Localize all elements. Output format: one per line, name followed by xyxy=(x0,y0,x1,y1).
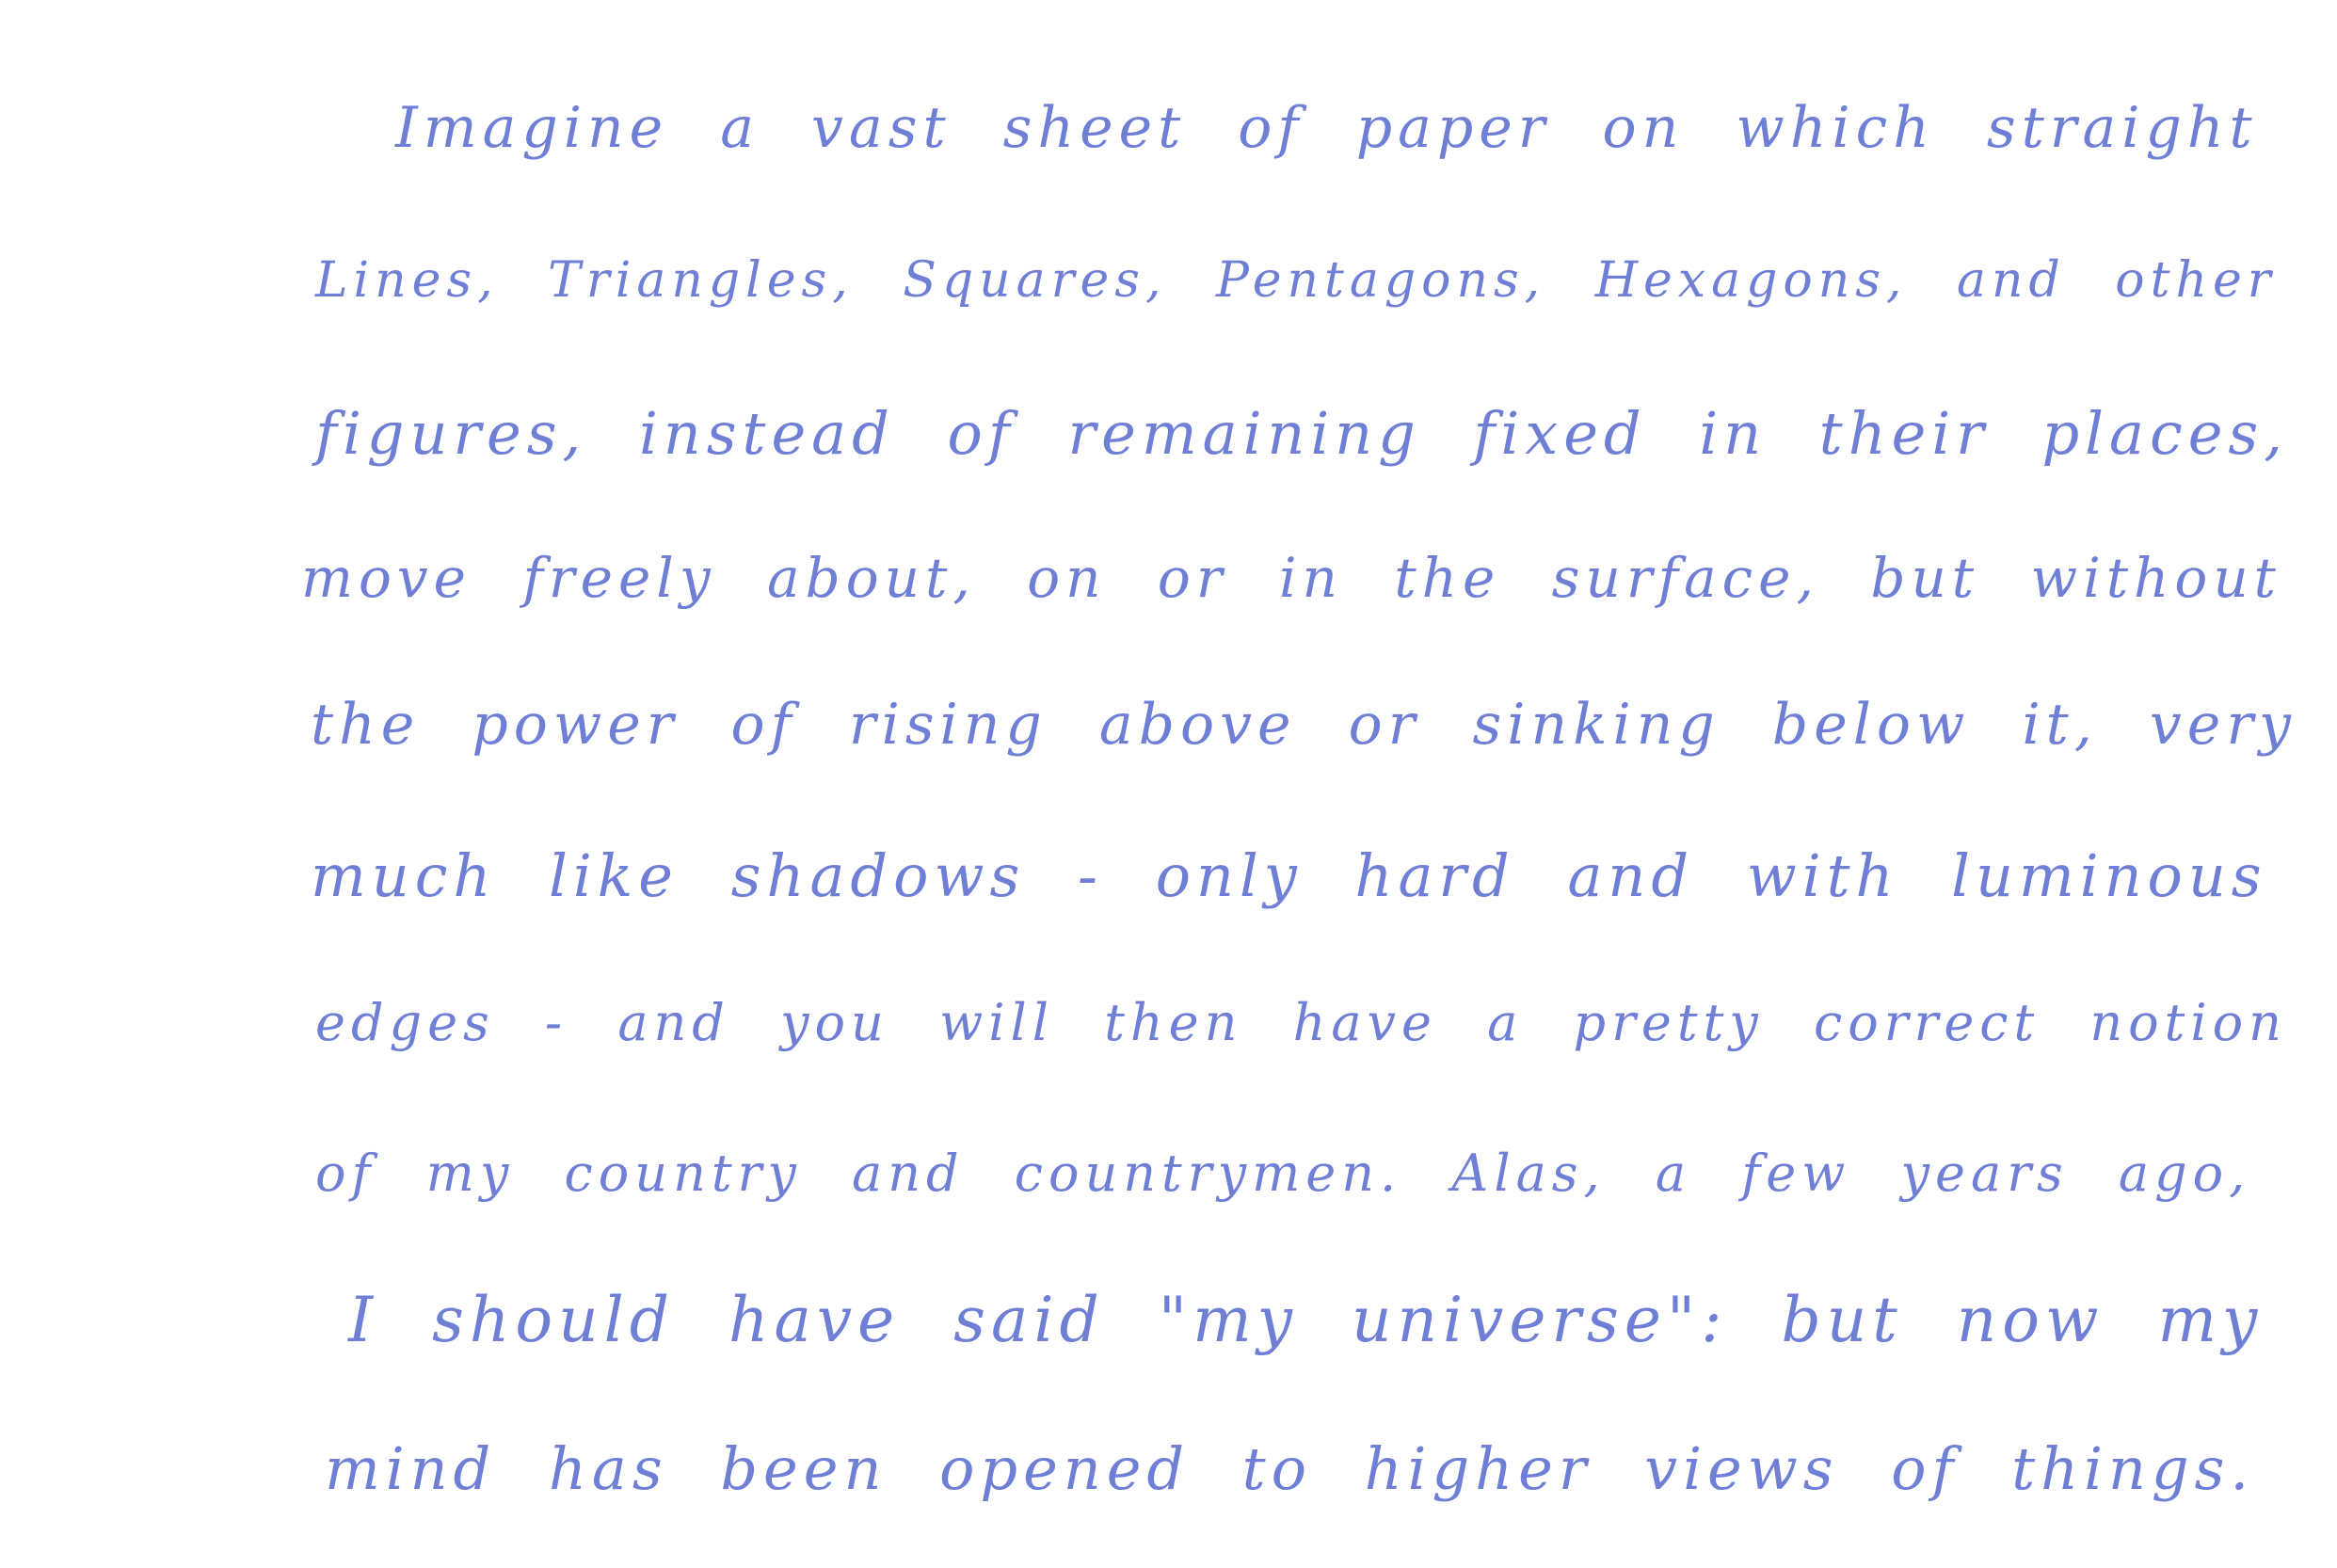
text-line-9: I should have said "my universe": but now my xyxy=(348,1284,2264,1356)
text-line-5: the power of rising above or sinking below it, very xyxy=(311,692,2297,758)
text-line-3: figures, instead of remaining fixed in their places, xyxy=(315,399,2288,468)
text-line-4: move freely about, on or in the surface, but without xyxy=(301,546,2281,610)
text-line-2: Lines, Triangles, Squares, Pentagons, Hexagons, and other xyxy=(315,252,2277,309)
text-line-10: mind has been opened to higher views of things. xyxy=(325,1434,2255,1503)
text-line-6: much like shadows - only hard and with luminous xyxy=(311,841,2267,910)
text-line-1: Imagine a vast sheet of paper on which straight xyxy=(395,95,2258,161)
text-line-7: edges - and you will then have a pretty correct notion xyxy=(315,993,2287,1052)
text-line-8: of my country and countrymen. Alas, a few years ago, xyxy=(315,1144,2251,1203)
